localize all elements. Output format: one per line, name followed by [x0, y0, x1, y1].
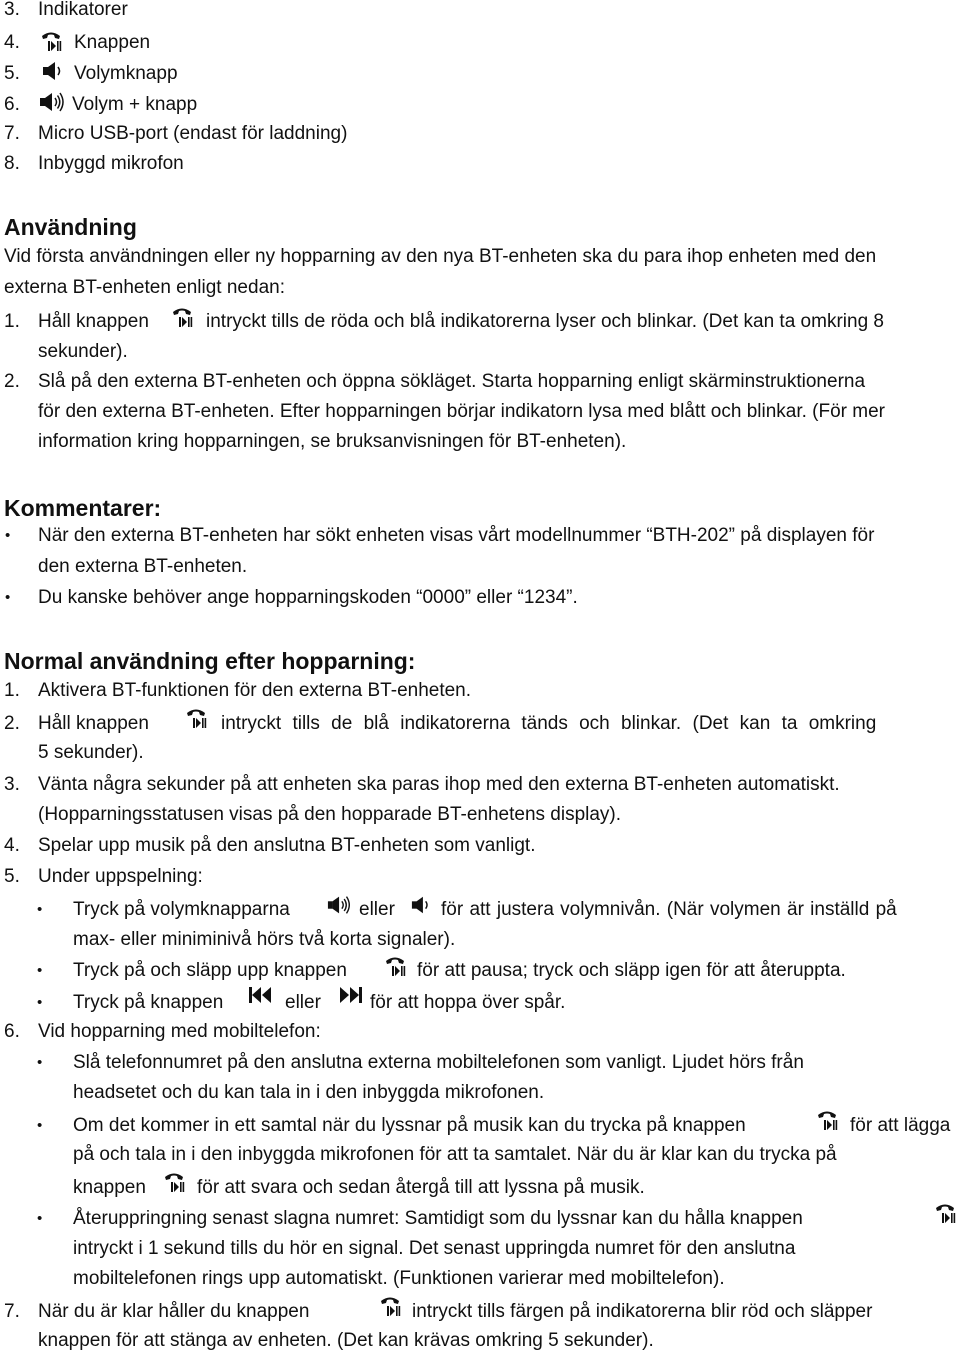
- bullet-text: intryckt i 1 sekund tills du hör en signal. Det senast uppringda numret för den anslutna: [73, 1238, 796, 1259]
- step-text: intryckt tills de röda och blå indikatorerna lyser och blinkar. (Det kan ta omkring 8: [206, 311, 884, 332]
- bullet-text: Tryck på knappen: [73, 992, 224, 1013]
- step-text: sekunder).: [38, 341, 128, 362]
- bullet-text: knappen: [73, 1177, 146, 1198]
- bullet-dot: •: [37, 962, 43, 979]
- bullet-text: eller: [285, 992, 321, 1013]
- bullet-text: Du kanske behöver ange hopparningskoden “0000” eller “1234”.: [38, 587, 578, 608]
- step-text: intryckt tills färgen på indikatorerna blir röd och släpper: [412, 1301, 873, 1322]
- step-number: 1.: [4, 311, 20, 332]
- section-heading-anvandning: Användning: [4, 214, 137, 240]
- bullet-text: för att svara och sedan återgå till att lyssna på musik.: [197, 1177, 645, 1198]
- phone-play-pause-icon: [171, 306, 195, 330]
- list-text: Indikatorer: [38, 0, 128, 20]
- bullet-dot: •: [37, 1054, 43, 1071]
- list-text: Knappen: [74, 32, 151, 53]
- bullet-dot: •: [5, 589, 11, 606]
- phone-play-pause-icon: [379, 1295, 403, 1319]
- step-text: Vid hopparning med mobiltelefon:: [38, 1021, 321, 1042]
- step-text: Vänta några sekunder på att enheten ska paras ihop med den externa BT-enheten automatiskt.: [38, 774, 840, 795]
- volume-up-icon: [39, 91, 67, 113]
- phone-play-pause-icon: [185, 707, 209, 731]
- list-number: 7.: [4, 123, 20, 144]
- volume-down-icon: [42, 60, 66, 82]
- bullet-text: max- eller miniminivå hörs två korta signaler).: [73, 929, 456, 950]
- step-text: knappen för att stänga av enheten. (Det kan krävas omkring 5 sekunder).: [38, 1330, 654, 1351]
- bullet-text-justified: [441, 898, 958, 922]
- step-text: Håll knappen: [38, 713, 149, 734]
- list-text: Volym + knapp: [72, 94, 198, 115]
- bullet-dot: •: [37, 994, 43, 1011]
- bullet-text: När den externa BT-enheten har sökt enheten visas vårt modellnummer “BTH-202” på displayen för: [38, 525, 875, 546]
- volume-up-icon: [327, 894, 353, 916]
- step-number: 6.: [4, 1021, 20, 1042]
- phone-play-pause-icon: [163, 1171, 187, 1195]
- bullet-text: på och tala in i den inbyggda mikrofonen för att ta samtalet. När du är klar kan du trycka på: [73, 1144, 837, 1165]
- phone-play-pause-icon: [40, 30, 64, 54]
- section-heading-kommentarer: Kommentarer:: [4, 495, 162, 521]
- list-text: Inbyggd mikrofon: [38, 153, 184, 174]
- list-number: 5.: [4, 63, 20, 84]
- previous-track-icon: [248, 985, 274, 1005]
- list-number: 3.: [4, 0, 20, 20]
- bullet-dot: •: [37, 1210, 43, 1227]
- list-number: 6.: [4, 94, 20, 115]
- bullet-text: Om det kommer in ett samtal när du lyssnar på musik kan du trycka på knappen: [73, 1115, 746, 1136]
- step-text: När du är klar håller du knappen: [38, 1301, 310, 1322]
- step-text: intryckt tills de blå indikatorerna tänds och blinkar. (Det kan ta omkring: [221, 713, 877, 734]
- step-text: information kring hopparningen, se bruksanvisningen för BT-enheten).: [38, 431, 627, 452]
- step-text: (Hopparningsstatusen visas på den hopparade BT-enhetens display).: [38, 804, 622, 825]
- section-heading-normal: Normal användning efter hopparning:: [4, 648, 416, 674]
- phone-play-pause-icon: [384, 955, 408, 979]
- volume-down-icon: [411, 894, 433, 916]
- bullet-text: för att justera volymnivån. (När volymen är inställd på: [441, 899, 897, 920]
- step-text-justified: [221, 712, 957, 736]
- step-text: Spelar upp musik på den anslutna BT-enheten som vanligt.: [38, 835, 536, 856]
- list-text: Volymknapp: [74, 63, 178, 84]
- step-number: 5.: [4, 866, 20, 887]
- bullet-text: mobiltelefonen rings upp automatiskt. (Funktionen varierar med mobiltelefon).: [73, 1268, 725, 1289]
- bullet-dot: •: [37, 1117, 43, 1134]
- intro-text: Vid första användningen eller ny hopparning av den nya BT-enheten ska du para ihop enheten med den: [4, 246, 877, 267]
- step-text: för den externa BT-enheten. Efter hopparningen börjar indikatorn lysa med blått och blinkar. (För mer: [38, 401, 886, 422]
- step-text: 5 sekunder).: [38, 742, 144, 763]
- step-text: Aktivera BT-funktionen för den externa BT-enheten.: [38, 680, 472, 701]
- list-text: Micro USB-port (endast för laddning): [38, 123, 348, 144]
- step-number: 1.: [4, 680, 20, 701]
- bullet-text: Återuppringning senast slagna numret: Samtidigt som du lyssnar kan du hålla knappen: [73, 1208, 803, 1229]
- bullet-text: headsetet och du kan tala in i den inbyggda mikrofonen.: [73, 1082, 545, 1103]
- step-number: 2.: [4, 713, 20, 734]
- step-text: Under uppspelning:: [38, 866, 203, 887]
- bullet-text: Tryck på och släpp upp knappen: [73, 960, 347, 981]
- intro-text: externa BT-enheten enligt nedan:: [4, 277, 285, 298]
- bullet-text: för att hoppa över spår.: [370, 992, 566, 1013]
- bullet-text: för att pausa; tryck och släpp igen för att återuppta.: [417, 960, 846, 981]
- list-number: 4.: [4, 32, 20, 53]
- phone-play-pause-icon: [816, 1109, 840, 1133]
- list-number: 8.: [4, 153, 20, 174]
- step-number: 3.: [4, 774, 20, 795]
- bullet-text: för att lägga: [850, 1115, 951, 1136]
- bullet-text: Slå telefonnumret på den anslutna externa mobiltelefonen som vanligt. Ljudet hörs från: [73, 1052, 804, 1073]
- phone-play-pause-icon: [934, 1202, 958, 1226]
- bullet-text: eller: [359, 899, 395, 920]
- bullet-dot: •: [5, 527, 11, 544]
- bullet-text: Tryck på volymknapparna: [73, 899, 290, 920]
- bullet-text: den externa BT-enheten.: [38, 556, 248, 577]
- step-number: 7.: [4, 1301, 20, 1322]
- step-text: Slå på den externa BT-enheten och öppna sökläget. Starta hopparning enligt skärminstruktionerna: [38, 371, 866, 392]
- step-text: Håll knappen: [38, 311, 149, 332]
- next-track-icon: [337, 985, 363, 1005]
- step-number: 4.: [4, 835, 20, 856]
- step-number: 2.: [4, 371, 20, 392]
- bullet-dot: •: [37, 901, 43, 918]
